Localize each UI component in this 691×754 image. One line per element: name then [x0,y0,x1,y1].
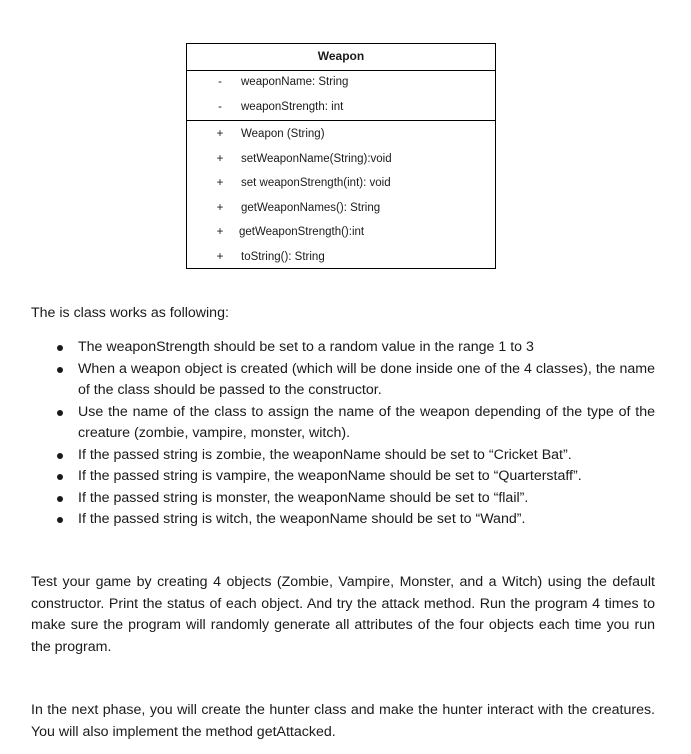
visibility-marker: - [218,100,222,113]
list-item [55,466,655,488]
requirements-list [55,337,655,531]
list-item [55,337,655,359]
bullet-icon [57,367,63,373]
bullet-icon [57,517,63,523]
list-item [55,445,655,467]
visibility-marker: + [216,152,224,165]
list-item-text: Use the name of the class to assign the name of the weapon depending of the type of the creature (zombie, vampire, monster, witch). [78,403,655,441]
list-item [55,402,655,445]
intro-paragraph: The is class works as following: [31,305,229,321]
bullet-icon [57,453,63,459]
list-item-text: If the passed string is zombie, the weaponName should be set to “Cricket Bat”. [78,446,572,463]
uml-class-name: Weapon [187,44,495,71]
bullet-icon [57,410,63,416]
visibility-marker: + [216,177,224,189]
uml-method-row [187,123,495,148]
uml-method: toString(): String [241,250,325,263]
uml-methods-section [187,121,495,270]
uml-attribute: weaponName: String [241,76,349,88]
bullet-icon [57,474,63,480]
uml-method: set weaponStrength(int): void [241,177,391,189]
visibility-marker: - [218,76,222,88]
visibility-marker: + [216,128,224,140]
uml-method: getWeaponNames(): String [241,201,381,214]
visibility-marker: + [216,201,224,214]
bullet-icon [57,345,63,351]
uml-method-row [187,148,495,173]
bullet-icon [57,496,63,502]
next-phase-paragraph: In the next phase, you will create the hunter class and make the hunter interact with the creatures. You will also implement the method getAttacked. [31,702,655,740]
uml-method-row [187,221,495,246]
test-paragraph: Test your game by creating 4 objects (Zombie, Vampire, Monster, and a Witch) using the default constructor. Print the status of each object. And try the attack method. Run the program 4 times to make sure the program will randomly generate all attributes of the four objects each time you run the program. [31,574,655,655]
uml-method-row [187,246,495,271]
uml-attribute: weaponStrength: int [241,100,344,113]
list-item [55,488,655,510]
uml-method: setWeaponName(String):void [241,152,392,165]
list-item-text: If the passed string is vampire, the weaponName should be set to “Quarterstaff”. [78,468,582,484]
visibility-marker: + [216,226,224,238]
uml-method-row [187,197,495,222]
uml-attributes-section [187,71,495,121]
uml-method: Weapon (String) [241,128,325,140]
uml-method-row [187,172,495,197]
list-item-text: If the passed string is witch, the weaponName should be set to “Wand”. [78,511,526,527]
uml-method: getWeaponStrength():int [239,226,365,238]
uml-class-diagram [186,43,496,269]
list-item [55,509,655,531]
list-item-text: If the passed string is monster, the weaponName should be set to “flail”. [78,489,529,506]
uml-attribute-row [187,71,495,96]
list-item [55,359,655,402]
list-item-text: The weaponStrength should be set to a random value in the range 1 to 3 [78,339,534,355]
list-item-text: When a weapon object is created (which will be done inside one of the 4 classes), the name of the class should be passed to the constructor. [78,360,655,398]
uml-attribute-row [187,96,495,121]
visibility-marker: + [216,250,224,263]
